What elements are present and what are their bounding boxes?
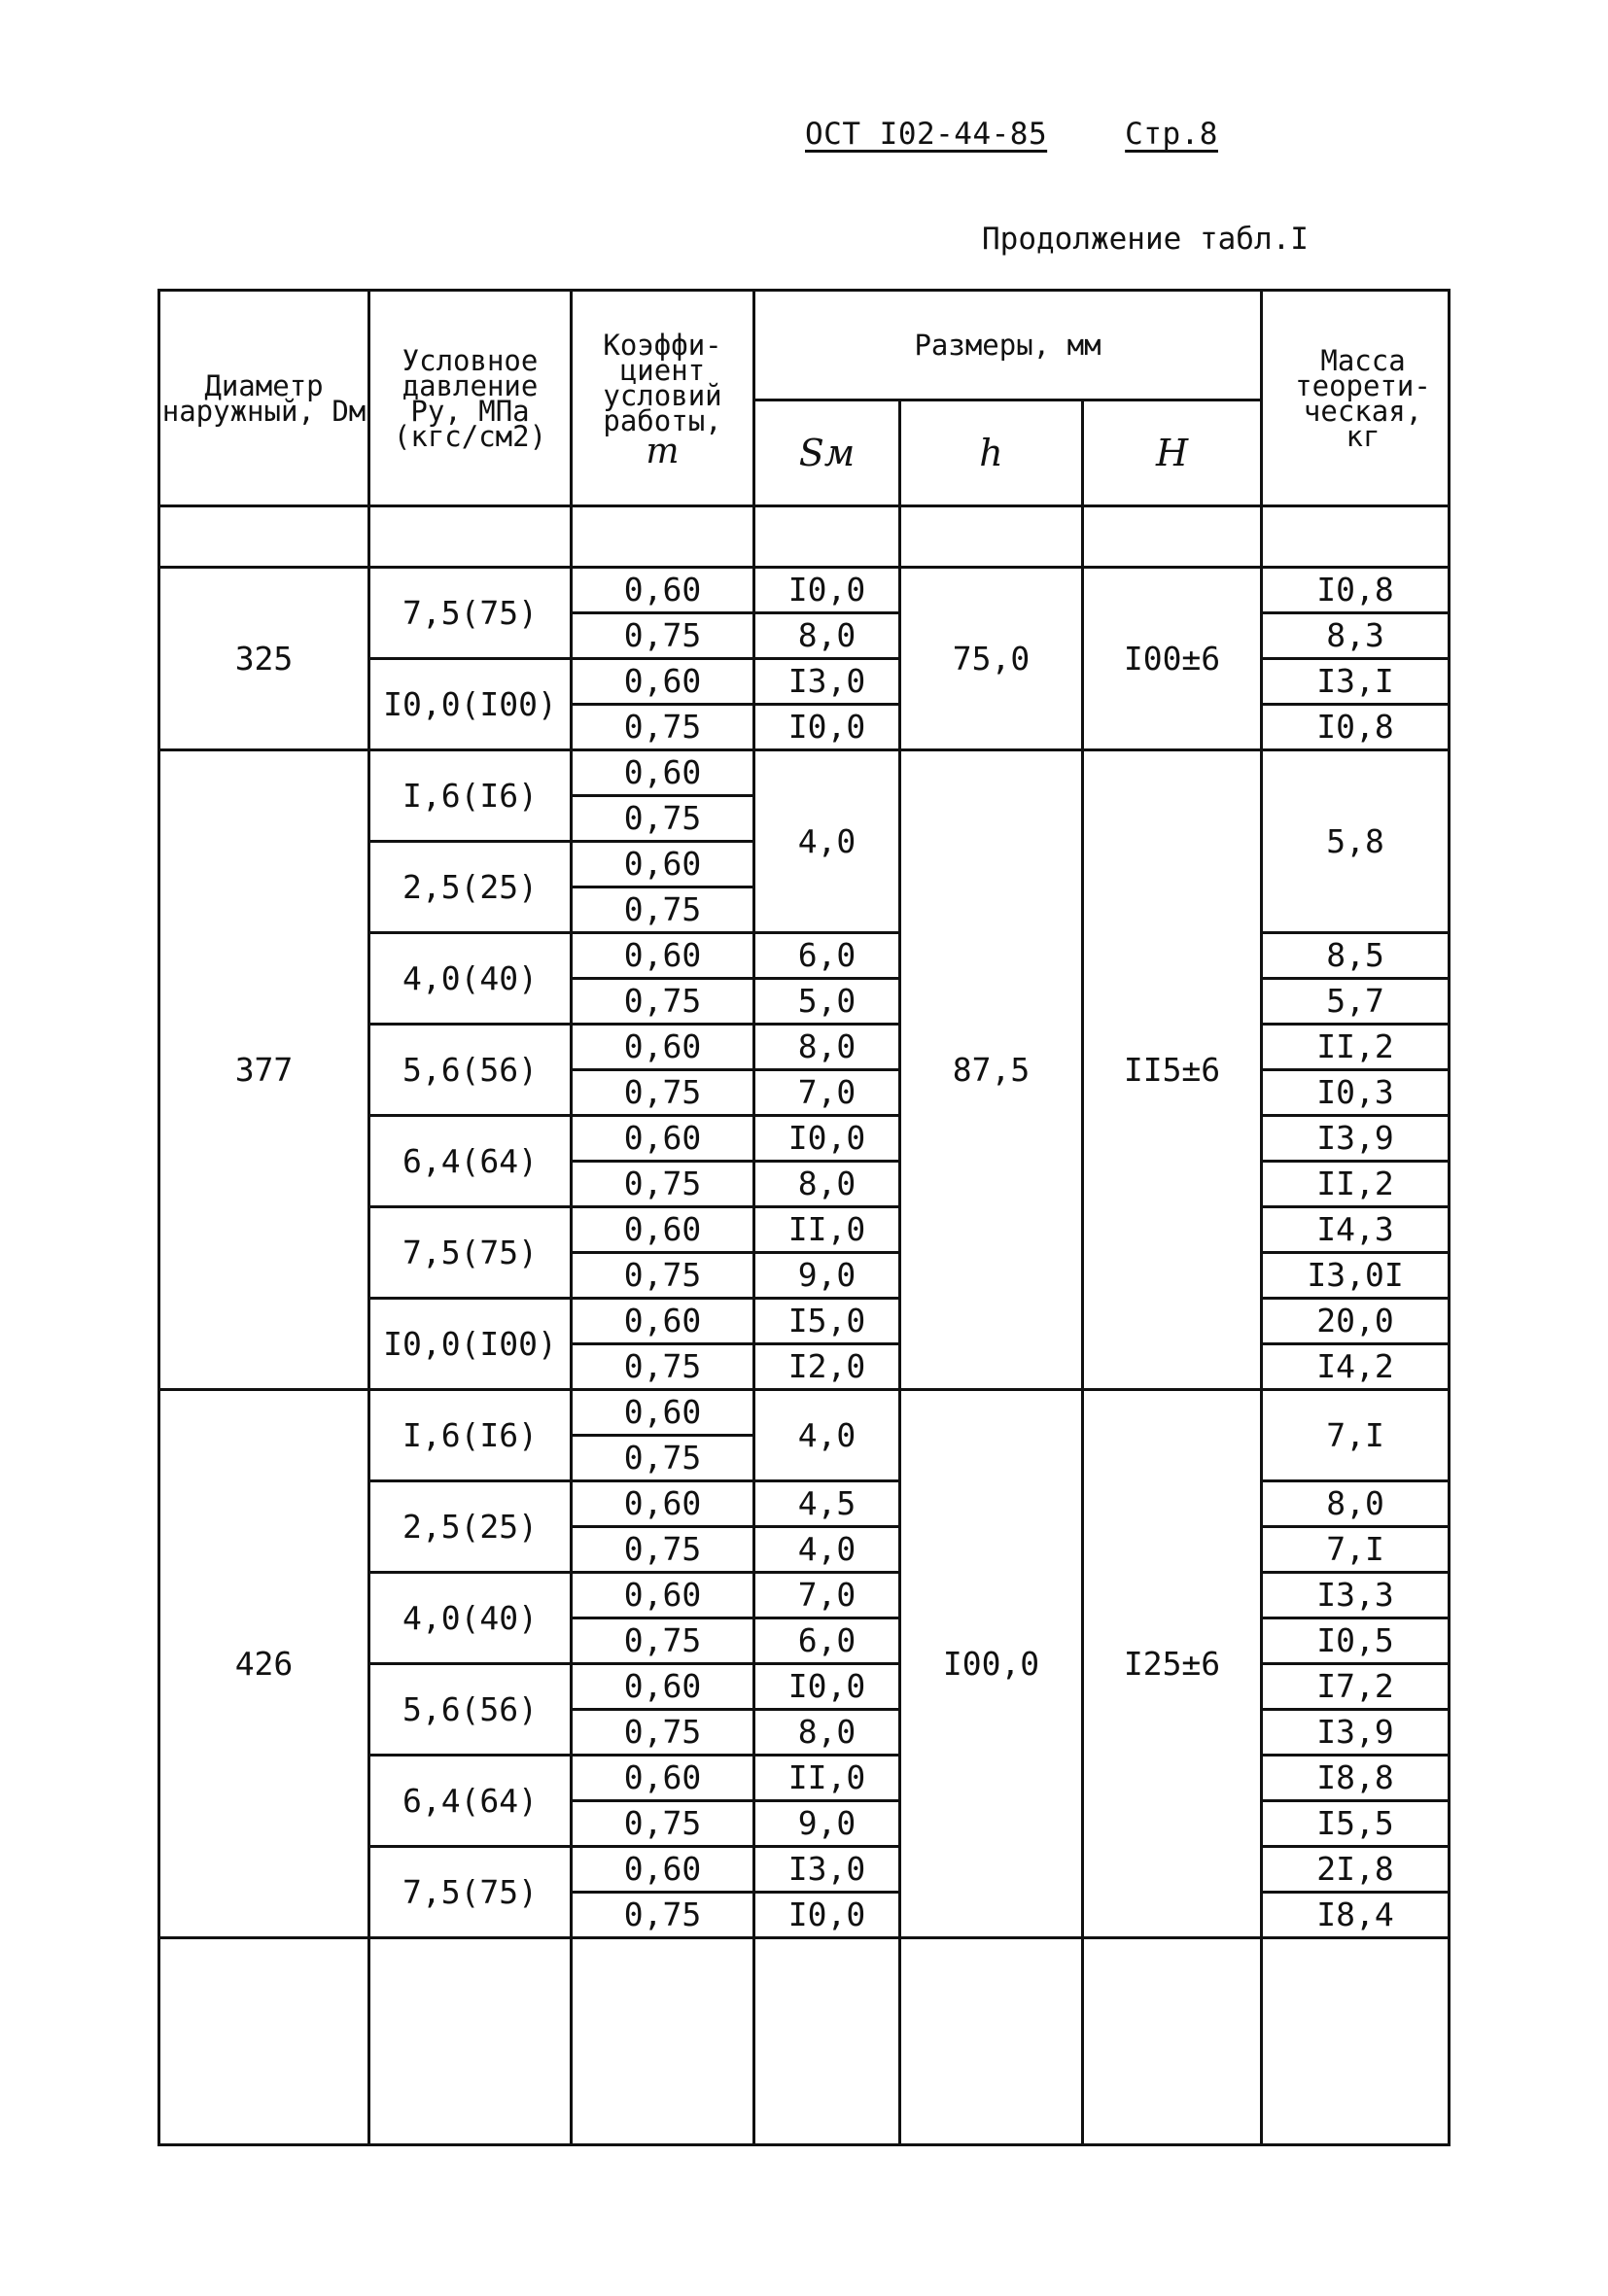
- coefficient-cell: 0,60: [572, 1847, 754, 1893]
- mass-cell: I8,4: [1262, 1893, 1450, 1938]
- coefficient-cell: 0,60: [572, 568, 754, 613]
- s-cell: 8,0: [754, 1710, 900, 1756]
- s-cell: II,0: [754, 1207, 900, 1253]
- header-pressure: Условное давление Py, МПа (кгс/см2): [369, 291, 572, 506]
- coefficient-cell: 0,60: [572, 1756, 754, 1801]
- coefficient-cell: 0,75: [572, 1344, 754, 1390]
- pressure-cell: I0,0(I00): [369, 659, 572, 750]
- s-cell: 4,5: [754, 1481, 900, 1527]
- s-cell: I0,0: [754, 1116, 900, 1162]
- coefficient-cell: 0,60: [572, 1573, 754, 1618]
- pressure-cell: 2,5(25): [369, 1481, 572, 1573]
- pressure-cell: I0,0(I00): [369, 1299, 572, 1390]
- mass-cell: I3,0I: [1262, 1253, 1450, 1299]
- s-cell: I5,0: [754, 1299, 900, 1344]
- page-header: [805, 117, 1238, 152]
- pressure-cell: 2,5(25): [369, 842, 572, 933]
- pressure-cell: 4,0(40): [369, 933, 572, 1025]
- mass-cell: I0,5: [1262, 1618, 1450, 1664]
- coefficient-cell: 0,75: [572, 796, 754, 842]
- header-coefficient: [572, 291, 754, 506]
- s-cell: I0,0: [754, 705, 900, 750]
- pressure-cell: 5,6(56): [369, 1664, 572, 1756]
- coefficient-cell: 0,60: [572, 1390, 754, 1436]
- h-cell: I00,0: [900, 1390, 1083, 1938]
- s-cell: I3,0: [754, 659, 900, 705]
- coefficient-cell: 0,60: [572, 1116, 754, 1162]
- page-number: Стр.8: [1125, 117, 1218, 152]
- mass-cell: 2I,8: [1262, 1847, 1450, 1893]
- mass-cell: I3,I: [1262, 659, 1450, 705]
- s-cell: I0,0: [754, 1664, 900, 1710]
- s-cell: 8,0: [754, 1162, 900, 1207]
- coefficient-cell: 0,75: [572, 979, 754, 1025]
- s-cell: II,0: [754, 1756, 900, 1801]
- header-h-small: h: [900, 400, 1083, 506]
- diameter-cell: 325: [159, 568, 369, 750]
- header-s: Sм: [754, 400, 900, 506]
- s-cell: 9,0: [754, 1253, 900, 1299]
- table-row: [159, 750, 1450, 796]
- mass-cell: 8,3: [1262, 613, 1450, 659]
- mass-cell: I3,9: [1262, 1116, 1450, 1162]
- s-cell: 7,0: [754, 1573, 900, 1618]
- pressure-cell: 5,6(56): [369, 1025, 572, 1116]
- coefficient-cell: 0,75: [572, 1436, 754, 1481]
- mass-cell: 20,0: [1262, 1299, 1450, 1344]
- s-cell: 9,0: [754, 1801, 900, 1847]
- dimensions-table: [157, 289, 1451, 2146]
- header-coefficient-label: Коэффи-циент условий работы,: [603, 328, 722, 437]
- h-cell: 87,5: [900, 750, 1083, 1390]
- s-cell: I0,0: [754, 568, 900, 613]
- H-cell: I25±6: [1083, 1390, 1262, 1938]
- s-cell: 6,0: [754, 933, 900, 979]
- coefficient-cell: 0,75: [572, 1162, 754, 1207]
- coefficient-cell: 0,60: [572, 1664, 754, 1710]
- mass-cell: 5,7: [1262, 979, 1450, 1025]
- mass-cell: I8,8: [1262, 1756, 1450, 1801]
- coefficient-cell: 0,75: [572, 1253, 754, 1299]
- s-cell: I0,0: [754, 1893, 900, 1938]
- mass-cell: II,2: [1262, 1025, 1450, 1070]
- pressure-cell: 7,5(75): [369, 1207, 572, 1299]
- H-cell: I00±6: [1083, 568, 1262, 750]
- mass-cell: I3,9: [1262, 1710, 1450, 1756]
- header-mass: Масса теорети-ческая, кг: [1262, 291, 1450, 506]
- coefficient-cell: 0,60: [572, 659, 754, 705]
- mass-cell: I0,8: [1262, 568, 1450, 613]
- mass-cell: 8,5: [1262, 933, 1450, 979]
- mass-cell: 7,I: [1262, 1527, 1450, 1573]
- mass-cell: I0,8: [1262, 705, 1450, 750]
- pressure-cell: I,6(I6): [369, 1390, 572, 1481]
- coefficient-cell: 0,75: [572, 1527, 754, 1573]
- header-h-large: H: [1083, 400, 1262, 506]
- mass-cell: I4,2: [1262, 1344, 1450, 1390]
- H-cell: II5±6: [1083, 750, 1262, 1390]
- table-row: [159, 1390, 1450, 1436]
- s-cell: 7,0: [754, 1070, 900, 1116]
- s-cell: 8,0: [754, 1025, 900, 1070]
- mass-cell: 8,0: [1262, 1481, 1450, 1527]
- pressure-cell: I,6(I6): [369, 750, 572, 842]
- coefficient-cell: 0,75: [572, 1618, 754, 1664]
- mass-cell: I5,5: [1262, 1801, 1450, 1847]
- mass-cell: II,2: [1262, 1162, 1450, 1207]
- h-cell: 75,0: [900, 568, 1083, 750]
- coefficient-cell: 0,60: [572, 1025, 754, 1070]
- pressure-cell: 6,4(64): [369, 1756, 572, 1847]
- pressure-cell: 7,5(75): [369, 1847, 572, 1938]
- mass-cell: I3,3: [1262, 1573, 1450, 1618]
- mass-cell: 5,8: [1262, 750, 1450, 933]
- coefficient-cell: 0,75: [572, 1070, 754, 1116]
- pressure-cell: 6,4(64): [369, 1116, 572, 1207]
- mass-cell: I7,2: [1262, 1664, 1450, 1710]
- header-sizes: Размеры, мм: [754, 291, 1262, 400]
- document-code: ОСТ I02-44-85: [805, 117, 1048, 152]
- coefficient-cell: 0,60: [572, 1299, 754, 1344]
- header-coefficient-symbol: m: [646, 431, 680, 471]
- pressure-cell: 4,0(40): [369, 1573, 572, 1664]
- coefficient-cell: 0,75: [572, 1893, 754, 1938]
- coefficient-cell: 0,75: [572, 1801, 754, 1847]
- coefficient-cell: 0,75: [572, 705, 754, 750]
- diameter-cell: 426: [159, 1390, 369, 1938]
- s-cell: 4,0: [754, 1527, 900, 1573]
- coefficient-cell: 0,75: [572, 887, 754, 933]
- table-spacer: [159, 506, 369, 568]
- s-cell: 5,0: [754, 979, 900, 1025]
- table-row: [159, 568, 1450, 613]
- s-cell: 4,0: [754, 1390, 900, 1481]
- coefficient-cell: 0,60: [572, 842, 754, 887]
- mass-cell: 7,I: [1262, 1390, 1450, 1481]
- coefficient-cell: 0,60: [572, 933, 754, 979]
- coefficient-cell: 0,60: [572, 1207, 754, 1253]
- s-cell: 8,0: [754, 613, 900, 659]
- mass-cell: I4,3: [1262, 1207, 1450, 1253]
- pressure-cell: 7,5(75): [369, 568, 572, 659]
- coefficient-cell: 0,60: [572, 1481, 754, 1527]
- coefficient-cell: 0,75: [572, 1710, 754, 1756]
- s-cell: 4,0: [754, 750, 900, 933]
- s-cell: I2,0: [754, 1344, 900, 1390]
- table-filler: [159, 1938, 369, 2145]
- coefficient-cell: 0,75: [572, 613, 754, 659]
- coefficient-cell: 0,60: [572, 750, 754, 796]
- mass-cell: I0,3: [1262, 1070, 1450, 1116]
- table-caption: Продолжение табл.I: [982, 222, 1309, 257]
- s-cell: 6,0: [754, 1618, 900, 1664]
- s-cell: I3,0: [754, 1847, 900, 1893]
- diameter-cell: 377: [159, 750, 369, 1390]
- header-diameter: Диаметр наружный, Dм: [159, 291, 369, 506]
